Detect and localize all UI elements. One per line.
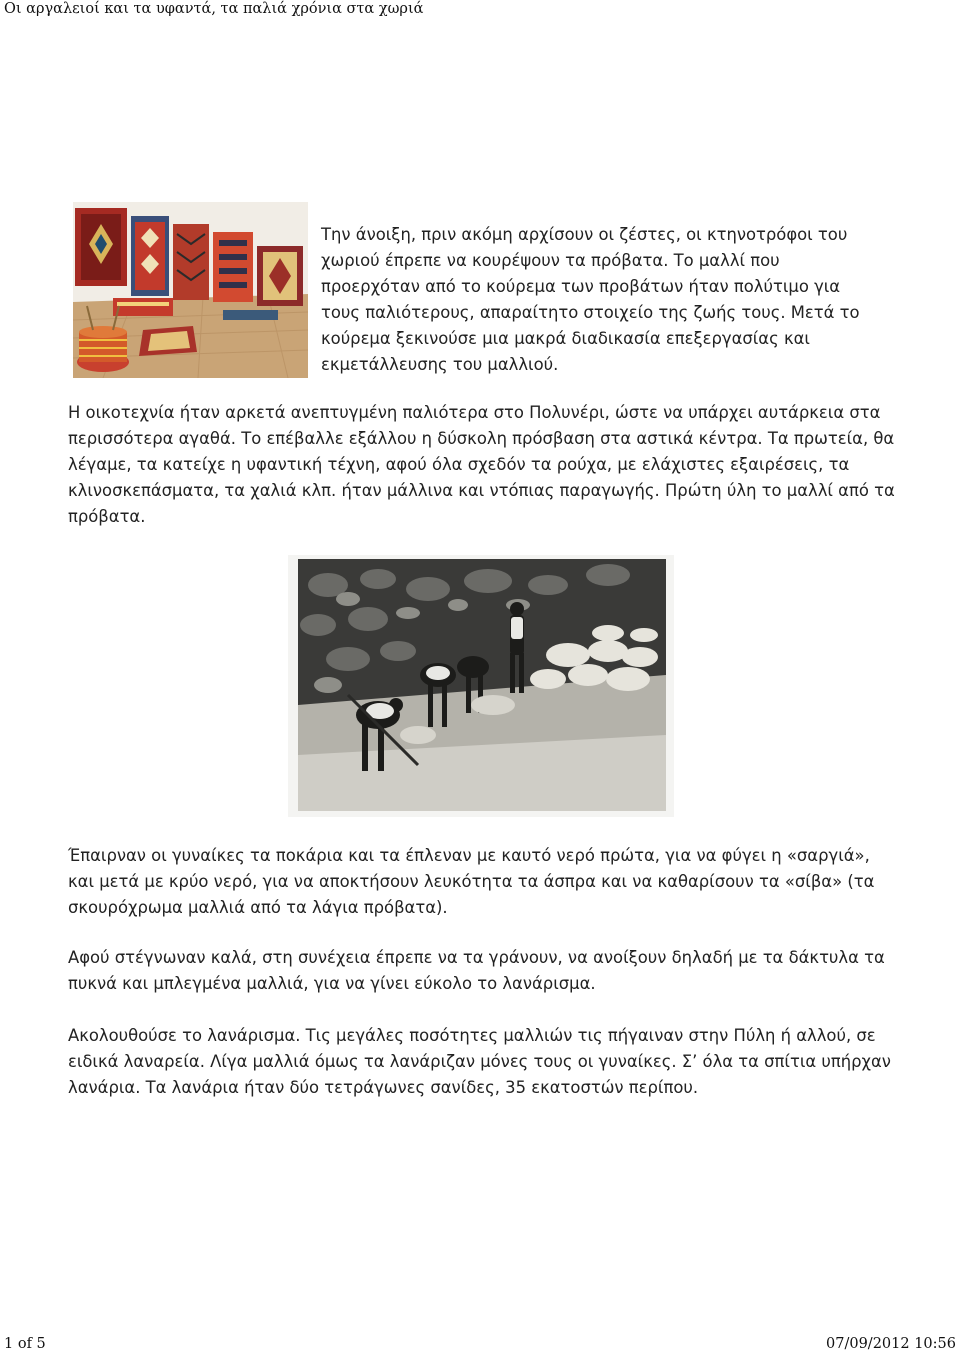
washing-paragraph: Έπαιρναν οι γυναίκες τα ποκάρια και τα έπλεναν με καυτό νερό πρώτα, για να φύγει η «σαργιά», και μετά με κρύο νερό, για να αποκτήσουν λευκότητα τα άσπρα και να καθαρίσουν τα «σίβα» (τα σκουρόχρωμα μαλλιά από τα λάγια πρόβατα). <box>68 846 875 917</box>
carding-paragraph: Ακολουθούσε το λανάρισμα. Τις μεγάλες ποσότητες μαλλιών τις πήγαιναν στην Πύλη ή αλλού, σε ειδικά λαναρεία. Λίγα μαλλιά όμως τα λανάριζαν μόνες τους οι γυναίκες. Σ’ όλα τα σπίτια υπήρχαν λανάρια. Τα λανάρια ήταν δύο τετράγωνες σανίδες, 35 εκατοστών περίπου. <box>68 1026 891 1097</box>
combing-paragraph: Αφού στέγνωναν καλά, στη συνέχεια έπρεπε να τα γράνουν, να ανοίξουν δηλαδή με τα δάκτυλα τα πυκνά και μπλεγμένα μαλλιά, για να γίνει εύκολο το λανάρισμα. <box>68 948 885 993</box>
page-title: Οι αργαλειοί και τα υφαντά, τα παλιά χρόνια στα χωριά <box>4 1 424 17</box>
print-date: 07/09/2012 10:56 <box>826 1336 956 1352</box>
page-number: 1 of 5 <box>4 1336 46 1352</box>
intro-paragraph: Την άνοιξη, πριν ακόμη αρχίσουν οι ζέστες, οι κτηνοτρόφοι του χωριού έπρεπε να κουρέψουν τα πρόβατα. Το μαλλί που προερχόταν από το κούρεμα των προβάτων ήταν πολύτιμο για τους παλιότερους, απαραίτητο στοιχείο της ζωής τους. Μετά το κούρεμα ξεκινούσε μια μακρά διαδικασία επεξεργασίας και εκμετάλλευσης του μαλλιού. <box>321 225 860 374</box>
sheep-shearing-photo <box>288 555 674 817</box>
crafts-paragraph: Η οικοτεχνία ήταν αρκετά ανεπτυγμένη παλιότερα στο Πολυνέρι, ώστε να υπάρχει αυτάρκεια στα περισσότερα αγαθά. Το επέβαλλε εξάλλου η δύσκολη πρόσβαση στα αστικά κέντρα. Τα πρωτεία, θα λέγαμε, τα κατείχε η υφαντική τέχνη, αφού όλα σχεδόν τα ρούχα, με ελάχιστες εξαιρέσεις, τα κλινοσκεπάσματα, τα χαλιά κλπ. ήταν μάλλινα και ντόπιας παραγωγής. Πρώτη ύλη το μαλλί από τα πρόβατα. <box>68 403 895 526</box>
woven-rugs-photo <box>73 202 308 378</box>
